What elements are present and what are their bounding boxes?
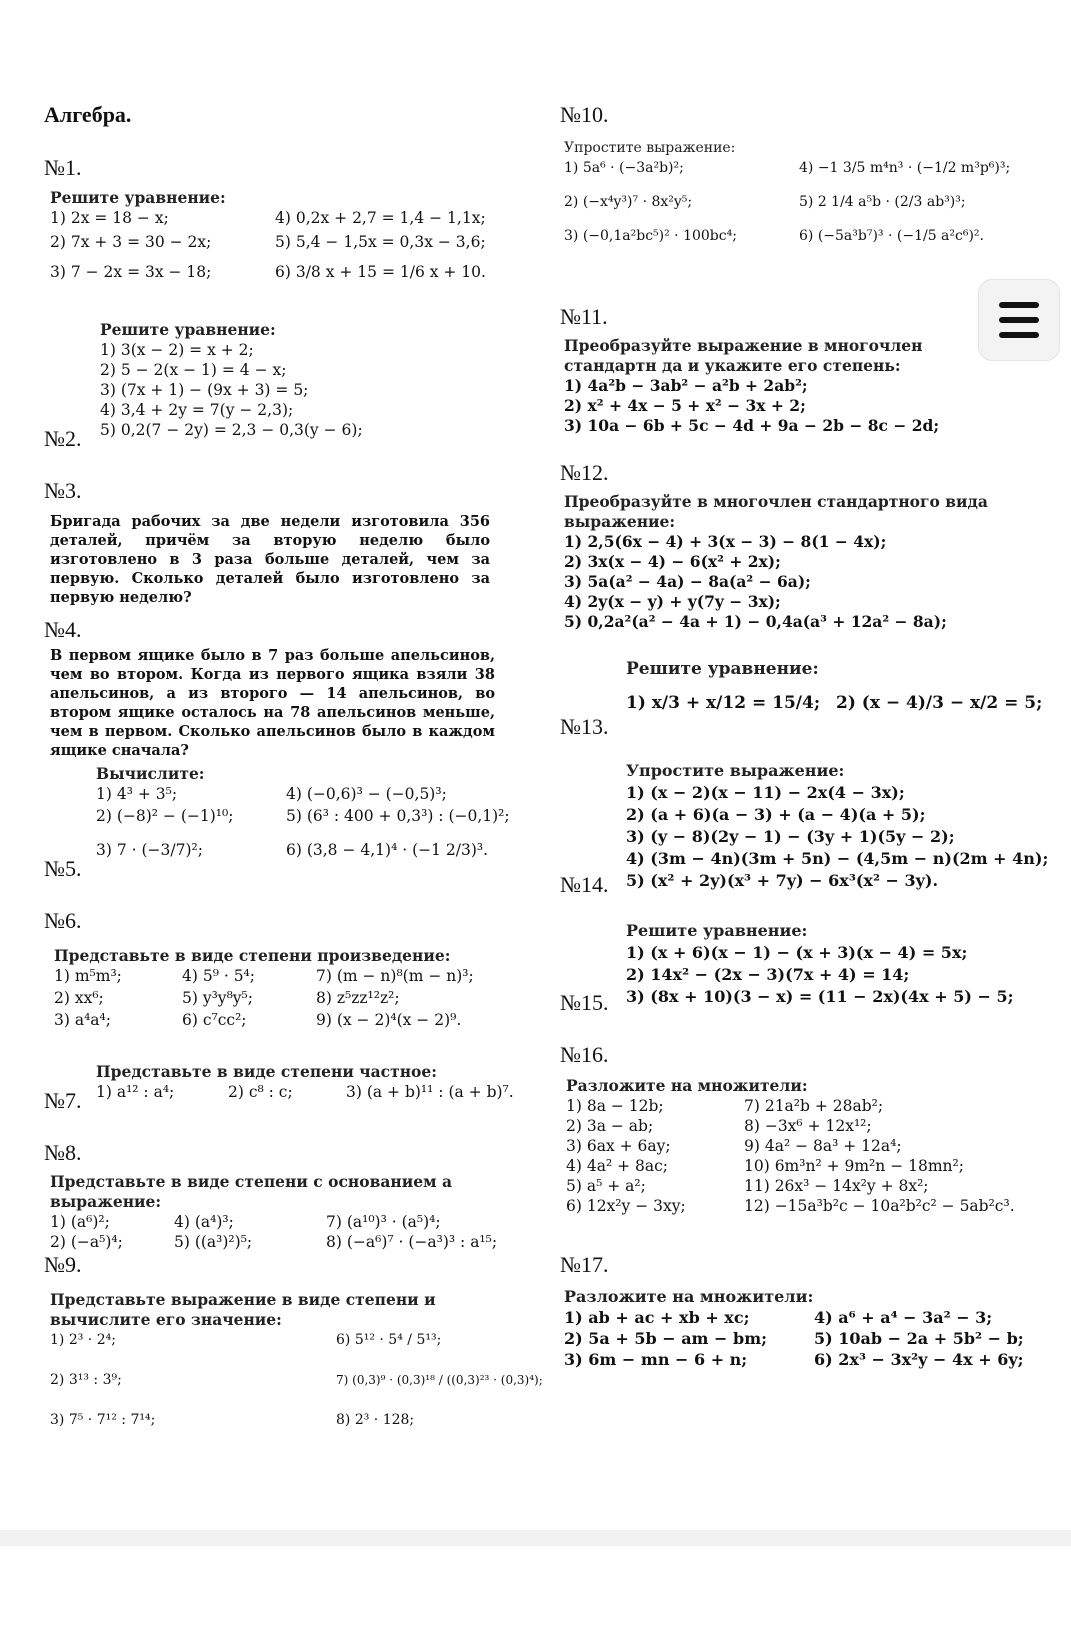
task-7-heading: Представьте в виде степени частное: (96, 1062, 437, 1081)
task-7-item: 3) (a + b)¹¹ : (a + b)⁷. (346, 1083, 514, 1101)
task-15-item: 1) (x + 6)(x − 1) − (x + 3)(x − 4) = 5x; (626, 943, 968, 962)
task-15-item: 2) 14x² − (2x − 3)(7x + 4) = 14; (626, 965, 910, 984)
task-10-block (564, 138, 1034, 246)
task-17-item: 6) 2x³ − 3x²y − 4x + 6y; (814, 1350, 1024, 1369)
task-5-item: 2) (−8)² − (−1)¹⁰; (96, 807, 234, 825)
task-16-item: 10) 6m³n² + 9m²n − 18mn²; (744, 1157, 964, 1175)
task-10-item: 2) (−x⁴y³)⁷ · 8x²y⁵; (564, 194, 693, 210)
task-17-item: 1) ab + ac + xb + xc; (564, 1308, 750, 1327)
task-number-1: №1. (44, 155, 82, 180)
task-2-item: 2) 5 − 2(x − 1) = 4 − x; (100, 361, 287, 379)
task-13-item: 1) x/3 + x/12 = 15/4; (626, 693, 821, 713)
task-number-8: №8. (44, 1140, 82, 1165)
task-number-6: №6. (44, 908, 82, 933)
task-6-item: 3) a⁴a⁴; (54, 1011, 111, 1029)
task-6-item: 6) c⁷cc²; (182, 1011, 247, 1029)
task-13-item: 2) (x − 4)/3 − x/2 = 5; (836, 693, 1043, 713)
task-8-item: 1) (a⁶)²; (50, 1213, 110, 1231)
task-16-item: 8) −3x⁶ + 12x¹²; (744, 1117, 872, 1135)
task-6-block (54, 946, 514, 1030)
task-8-item: 5) ((a³)²)⁵; (174, 1233, 253, 1251)
task-15-heading: Решите уравнение: (626, 921, 808, 940)
task-17-block (564, 1286, 1034, 1370)
hamburger-menu-icon (999, 302, 1039, 308)
task-13-block (626, 656, 1043, 716)
task-9-item: 3) 7⁵ · 7¹² : 7¹⁴; (50, 1412, 156, 1428)
task-2-block (100, 320, 510, 440)
task-8-block (50, 1172, 520, 1252)
task-number-11: №11. (560, 304, 608, 329)
task-1-heading: Решите уравнение: (50, 188, 226, 207)
task-16-item: 12) −15a³b²c − 10a²b²c² − 5ab²c³. (744, 1197, 1015, 1215)
task-12-item: 3) 5a(a² − 4a) − 8a(a² − 6a); (564, 572, 811, 591)
task-number-16: №16. (560, 1042, 609, 1067)
task-10-item: 1) 5a⁶ · (−3a²b)²; (564, 160, 684, 176)
task-16-block (566, 1076, 1036, 1216)
task-number-7: №7. (44, 1088, 82, 1113)
task-10-item: 5) 2 1/4 a⁵b · (2/3 ab³)³; (799, 194, 966, 210)
task-number-2: №2. (44, 426, 82, 451)
task-6-item: 5) y³y⁸y⁵; (182, 989, 253, 1007)
task-number-10: №10. (560, 102, 609, 127)
task-1-item: 1) 2x = 18 − x; (50, 209, 169, 227)
task-9-block (50, 1290, 543, 1430)
task-5-item: 6) (3,8 − 4,1)⁴ · (−1 2/3)³. (286, 841, 489, 859)
task-17-item: 2) 5a + 5b − am − bm; (564, 1329, 768, 1348)
task-16-item: 3) 6ax + 6ay; (566, 1137, 671, 1155)
task-10-item: 4) −1 3/5 m⁴n³ · (−1/2 m³p⁶)³; (799, 160, 1011, 176)
task-9-heading: Представьте выражение в виде степени и вычислите его значение: (50, 1290, 436, 1329)
task-11-heading: Преобразуйте выражение в многочлен стандартн да и укажите его степень: (564, 336, 923, 375)
task-17-item: 5) 10ab − 2a + 5b² − b; (814, 1329, 1024, 1348)
task-14-item: 5) (x² + 2y)(x³ + 7y) − 6x³(x² − 3y). (626, 871, 939, 890)
task-6-heading: Представьте в виде степени произведение: (54, 946, 451, 965)
task-12-item: 4) 2y(x − y) + y(7y − 3x); (564, 592, 781, 611)
task-2-item: 4) 3,4 + 2y = 7(y − 2,3); (100, 401, 294, 419)
task-number-9: №9. (44, 1252, 82, 1277)
task-11-item: 3) 10a − 6b + 5c − 4d + 9a − 2b − 8c − 2d; (564, 416, 940, 435)
task-2-heading: Решите уравнение: (100, 320, 276, 339)
task-number-5: №5. (44, 856, 82, 881)
task-number-4: №4. (44, 617, 82, 642)
task-3-text: Бригада рабочих за две недели изготовила 356 деталей, причём за вторую неделю было изготовлено в 3 раза больше деталей, чем за первую. Сколько деталей было изготовлено за первую неделю? (50, 513, 490, 606)
task-5-block (96, 764, 526, 860)
task-number-15: №15. (560, 990, 609, 1015)
task-6-item: 9) (x − 2)⁴(x − 2)⁹. (316, 1011, 462, 1029)
task-14-heading: Упростите выражение: (626, 761, 845, 780)
task-14-item: 3) (y − 8)(2y − 1) − (3y + 1)(5y − 2); (626, 827, 955, 846)
task-1-block (50, 188, 510, 282)
task-4-text: В первом ящике было в 7 раз больше апельсинов, чем во втором. Когда из первого ящика взяли 38 апельсинов, а из второго — 14 апельсинов, во втором ящике осталось на 78 апельсинов меньше, чем в первом. Сколько апельсинов было в каждом ящике сначала? (50, 647, 495, 759)
task-10-item: 3) (−0,1a²bc⁵)² · 100bc⁴; (564, 228, 737, 244)
task-16-item: 5) a⁵ + a²; (566, 1177, 646, 1195)
task-14-item: 4) (3m − 4n)(3m + 5n) − (4,5m − n)(2m + 4n); (626, 849, 1049, 868)
task-11-block (564, 336, 974, 436)
task-number-13: №13. (560, 714, 609, 739)
page-title: Алгебра. (44, 102, 132, 127)
task-7-block (96, 1062, 526, 1102)
task-9-item: 1) 2³ · 2⁴; (50, 1332, 116, 1348)
task-12-item: 5) 0,2a²(a² − 4a + 1) − 0,4a(a³ + 12a² − 8a); (564, 612, 947, 631)
task-5-heading: Вычислите: (96, 764, 205, 783)
task-1-item: 2) 7x + 3 = 30 − 2x; (50, 233, 212, 251)
task-number-3: №3. (44, 478, 82, 503)
task-8-item: 8) (−a⁶)⁷ · (−a³)³ : a¹⁵; (326, 1233, 498, 1251)
task-15-item: 3) (8x + 10)(3 − x) = (11 − 2x)(4x + 5) − 5; (626, 987, 1014, 1006)
task-14-block (626, 760, 1056, 892)
task-7-item: 1) a¹² : a⁴; (96, 1083, 175, 1101)
task-number-17: №17. (560, 1252, 609, 1277)
task-5-item: 4) (−0,6)³ − (−0,5)³; (286, 785, 447, 803)
task-16-item: 6) 12x²y − 3xy; (566, 1197, 686, 1215)
hamburger-menu-icon (999, 332, 1039, 338)
task-11-item: 1) 4a²b − 3ab² − a²b + 2ab²; (564, 376, 808, 395)
task-6-item: 8) z⁵zz¹²z²; (316, 989, 400, 1007)
task-11-item: 2) x² + 4x − 5 + x² − 3x + 2; (564, 396, 806, 415)
hamburger-menu-button[interactable] (978, 279, 1060, 361)
task-16-item: 2) 3a − ab; (566, 1117, 654, 1135)
task-1-item: 3) 7 − 2x = 3x − 18; (50, 263, 212, 281)
task-13-heading: Решите уравнение: (626, 659, 819, 679)
task-16-item: 1) 8a − 12b; (566, 1097, 664, 1115)
task-1-item: 6) 3/8 x + 15 = 1/6 x + 10. (275, 263, 486, 281)
task-10-item: 6) (−5a³b⁷)³ · (−1/5 a²c⁶)². (799, 228, 984, 244)
task-14-item: 2) (a + 6)(a − 3) + (a − 4)(a + 5); (626, 805, 926, 824)
task-2-item: 1) 3(x − 2) = x + 2; (100, 341, 254, 359)
hamburger-menu-icon (999, 317, 1039, 323)
task-16-item: 9) 4a² − 8a³ + 12a⁴; (744, 1137, 902, 1155)
task-1-item: 4) 0,2x + 2,7 = 1,4 − 1,1x; (275, 209, 486, 227)
task-1-item: 5) 5,4 − 1,5x = 0,3x − 3,6; (275, 233, 486, 251)
task-12-item: 1) 2,5(6x − 4) + 3(x − 3) − 8(1 − 4x); (564, 532, 887, 551)
task-9-item: 7) (0,3)⁹ · (0,3)¹⁸ / ((0,3)²³ · (0,3)⁴); (336, 1373, 543, 1387)
task-number-14: №14. (560, 872, 609, 897)
task-8-item: 4) (a⁴)³; (174, 1213, 234, 1231)
task-6-item: 1) m⁵m³; (54, 967, 122, 985)
task-16-item: 4) 4a² + 8ac; (566, 1157, 668, 1175)
task-16-heading: Разложите на множители: (566, 1076, 808, 1095)
task-16-item: 7) 21a²b + 28ab²; (744, 1097, 884, 1115)
task-17-item: 4) a⁶ + a⁴ − 3a² − 3; (814, 1308, 993, 1327)
task-8-item: 2) (−a⁵)⁴; (50, 1233, 123, 1251)
task-16-item: 11) 26x³ − 14x²y + 8x²; (744, 1177, 929, 1195)
task-12-block (564, 492, 1024, 632)
task-12-item: 2) 3x(x − 4) − 6(x² + 2x); (564, 552, 781, 571)
task-15-block (626, 920, 1056, 1008)
task-17-item: 3) 6m − mn − 6 + n; (564, 1350, 748, 1369)
task-6-item: 4) 5⁹ · 5⁴; (182, 967, 255, 985)
task-8-item: 7) (a¹⁰)³ · (a⁵)⁴; (326, 1213, 441, 1231)
task-10-heading: Упростите выражение: (564, 140, 736, 156)
task-17-heading: Разложите на множители: (564, 1287, 814, 1306)
task-2-item: 3) (7x + 1) − (9x + 3) = 5; (100, 381, 309, 399)
task-9-item: 6) 5¹² · 5⁴ / 5¹³; (336, 1332, 442, 1348)
task-5-item: 5) (6³ : 400 + 0,3³) : (−0,1)²; (286, 807, 510, 825)
task-9-item: 2) 3¹³ : 3⁹; (50, 1372, 122, 1388)
bottom-band (0, 1530, 1071, 1546)
task-number-12: №12. (560, 460, 609, 485)
task-5-item: 1) 4³ + 3⁵; (96, 785, 178, 803)
task-12-heading: Преобразуйте в многочлен стандартного вида выражение: (564, 492, 988, 531)
task-5-item: 3) 7 · (−3/7)²; (96, 841, 203, 859)
task-9-item: 8) 2³ · 128; (336, 1412, 415, 1428)
task-6-item: 2) xx⁶; (54, 989, 104, 1007)
task-8-heading: Представьте в виде степени с основанием a выражение: (50, 1172, 452, 1211)
task-14-item: 1) (x − 2)(x − 11) − 2x(4 − 3x); (626, 783, 905, 802)
task-7-item: 2) c⁸ : c; (228, 1083, 293, 1101)
task-2-item: 5) 0,2(7 − 2y) = 2,3 − 0,3(y − 6); (100, 421, 363, 439)
task-6-item: 7) (m − n)⁸(m − n)³; (316, 967, 474, 985)
